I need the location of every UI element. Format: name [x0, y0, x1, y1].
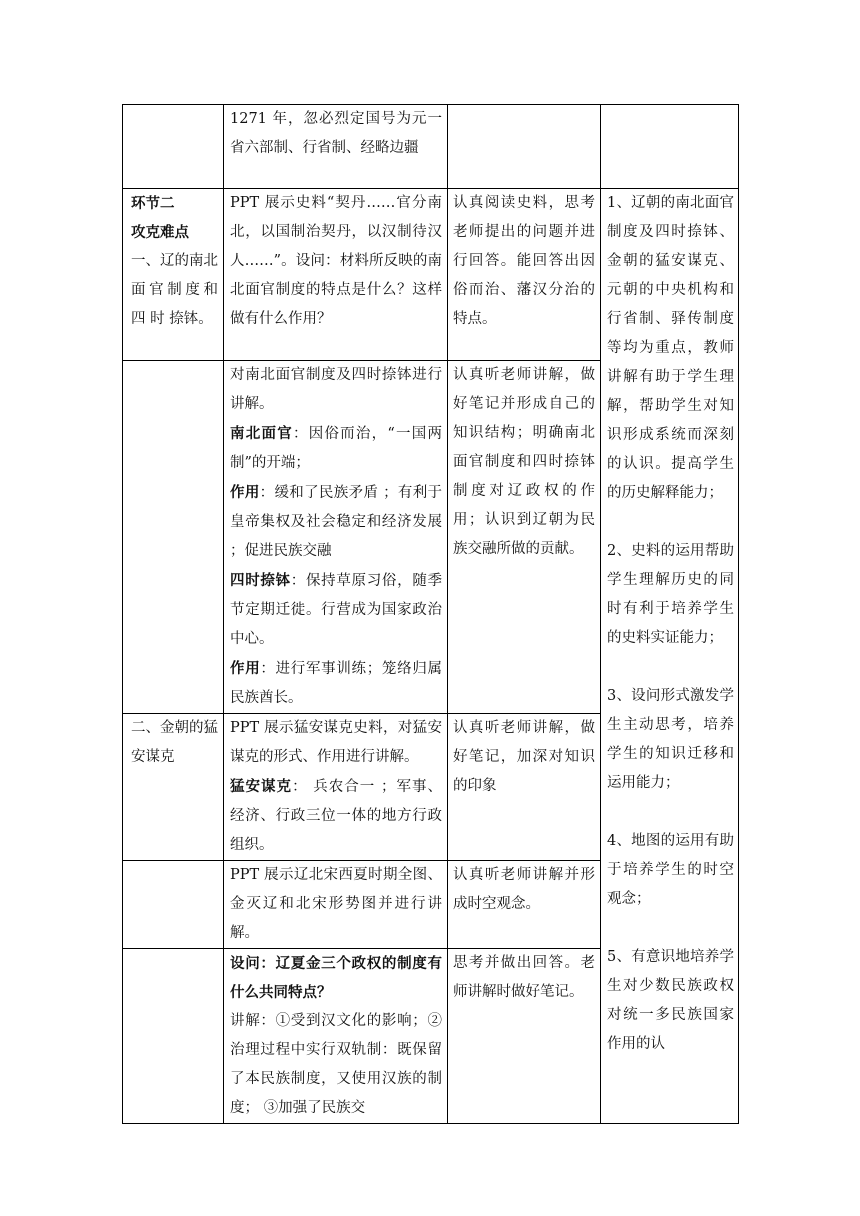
row4-stage-cell: [123, 861, 224, 949]
row4-student-cell: [448, 861, 601, 949]
row3-teacher-intro: PPT 展示猛安谋克史料，对猛安谋克的形式、作用进行讲解。: [230, 720, 442, 765]
row2-student-cell: [448, 361, 601, 714]
row0-teacher-text: 1271 年，忽必烈定国号为元一省六部制、行省制、经略边疆: [230, 111, 442, 156]
section-liao-heading: 一、辽的南北面官制度和 四 时 捺钵。: [131, 253, 218, 327]
row2-item-4-text: ：进行军事训练；笼络归属民族酋长。: [230, 661, 443, 706]
row2-item-2-text: ：缓和了民族矛盾 ；有利于皇帝集权及社会稳定和经济发展 ；促进民族交融: [230, 485, 443, 559]
row0-stage-cell: [123, 105, 224, 189]
row1-teacher-cell: [224, 189, 448, 361]
intent-point-1: 1、辽朝的南北面官制度及四时捺钵、金朝的猛安谋克、元朝的中央机构和行省制、驿传制度等均为重点，教师讲解有助于学生理解，帮助学生对知识形成系统而深刻的认识。提高学生的历史解释能力；: [607, 195, 734, 501]
row1-student-cell: [448, 189, 601, 361]
row1-teacher-text: PPT 展示史料“契丹……官分南北，以国制治契丹，以汉制待汉人……”。设问：材料所反映的南北面官制度的特点是什么？这样做有什么作用？: [230, 195, 442, 327]
row2-item-2-label: 作用: [230, 484, 260, 501]
intent-point-5: 5、有意识地培养学生对少数民族政权对统一多民族国家作用的认: [607, 949, 734, 1052]
row2-teacher-cell: [224, 361, 448, 714]
row5-teacher-text: 讲解：①受到汉文化的影响；②治理过程中实行双轨制：既保留了本民族制度，又使用汉族的制度； ③加强了民族交: [230, 1013, 442, 1116]
row2-item-2: [230, 478, 442, 566]
table-row: [123, 105, 739, 189]
table-row: [123, 189, 739, 361]
row0-student-cell: [448, 105, 601, 189]
row5-teacher-cell: [224, 949, 448, 1124]
row2-item-3: [230, 566, 442, 654]
row5-student-cell: [448, 949, 601, 1124]
row2-item-1: [230, 419, 442, 478]
row3-item: [230, 772, 442, 860]
design-intent-cell: [601, 189, 739, 1124]
row2-item-4-label: 作用: [230, 660, 261, 677]
row5-student-text: 思考并做出回答。老师讲解时做好笔记。: [453, 955, 595, 1000]
row2-item-3-label: 四时捺钵: [230, 572, 291, 589]
row2-stage-cell: [123, 361, 224, 714]
row4-student-text: 认真听老师讲解并形成时空观念。: [453, 867, 595, 912]
row3-student-text: 认真听老师讲解，做好笔记，加深对知识的印象: [453, 720, 595, 794]
lesson-plan-table: [122, 104, 739, 1124]
row3-item-label: 猛安谋克: [230, 778, 293, 795]
row1-student-text: 认真阅读史料，思考老师提出的问题并进行回答。能回答出因俗而治、藩汉分治的特点。: [453, 195, 595, 327]
row2-item-4: [230, 654, 442, 713]
row1-stage-cell: [123, 189, 224, 361]
intent-point-4: 4、地图的运用有助于培养学生的时空观念；: [607, 833, 734, 907]
row3-student-cell: [448, 714, 601, 861]
stage-title: 环节二: [131, 195, 175, 212]
row3-item-text: ： 兵农合一 ；军事、经济、行政三位一体的地方行政组织。: [230, 779, 443, 853]
row4-teacher-text: PPT 展示辽北宋西夏时期全图、金灭辽和北宋形势图并进行讲解。: [230, 867, 442, 941]
row3-stage-cell: [123, 714, 224, 861]
row2-item-1-text: ：因俗而治，“一国两制”的开端；: [230, 426, 442, 471]
intent-point-2: 2、史料的运用帮助学生理解历史的同时有利于培养学生的史料实证能力；: [607, 543, 734, 646]
row0-teacher-cell: [224, 105, 448, 189]
section-jin-heading: 二、金朝的猛安谋克: [131, 720, 218, 765]
stage-subtitle: 攻克难点: [131, 224, 189, 241]
row5-stage-cell: [123, 949, 224, 1124]
row3-teacher-cell: [224, 714, 448, 861]
row2-teacher-intro: 对南北面官制度及四时捺钵进行讲解。: [230, 367, 442, 412]
row5-question: 设问：辽夏金三个政权的制度有什么共同特点？: [230, 955, 442, 1001]
row4-teacher-cell: [224, 861, 448, 949]
intent-point-3: 3、设问形式激发学生主动思考，培养学生的知识迁移和运用能力；: [607, 688, 734, 791]
row2-student-text: 认真听老师讲解，做好笔记并形成自己的知识结构；明确南北面官制度和四时捺钵制度对辽政权的作用；认识到辽朝为民族交融所做的贡献。: [453, 367, 595, 557]
row2-item-3-text: ：保持草原习俗，随季节定期迁徙。行营成为国家政治中心。: [230, 573, 443, 647]
row2-item-1-label: 南北面官: [230, 425, 293, 442]
row0-intent-cell: [601, 105, 739, 189]
